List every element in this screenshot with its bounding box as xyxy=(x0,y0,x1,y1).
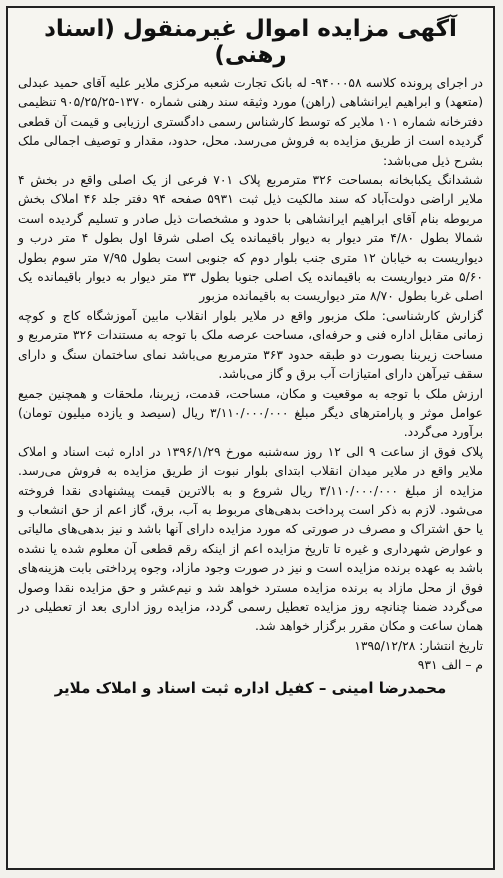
paragraph-property-description: ششدانگ یکبابخانه بمساحت ۳۲۶ مترمربع پلاک ۷۰۱ فرعی از یک اصلی واقع در بخش ۴ ملایر اراضی دولت‌آباد که سند مالکیت ذیل ثبت ۵۹۳۱ صفحه ۹۴ دفتر جلد ۴۶ املاک بخش مربوطه بنام آقای ابراهیم ایرانشاهی با حدود و مشخصات ذیل صادر و تسلیم گردیده است شمالا بطول ۴/۸۰ متر دیوار به دیوار باقیمانده یک اصلی شرقا اول بطول ۴ متر درب و دیواریست به خیابان ۱۲ متری جنب بلوار دوم که جنوبی است بطول ۷/۹۵ متر سوم بطول ۵/۶۰ متر دیواریست به باقیمانده یک اصلی جنوبا بطول ۳۳ متر دیوار به دیوار باقیمانده یک اصلی غربا بطول ۸/۷۰ متر دیواریست به باقیمانده مزبور xyxy=(18,173,483,304)
signature-line: محمدرضا امینی – کفیل اداره ثبت اسناد و املاک ملایر xyxy=(54,678,447,697)
publish-date: تاریخ انتشار: ۱۳۹۵/۱۲/۲۸ xyxy=(354,638,483,653)
paragraph-property-value: ارزش ملک با توجه به موقعیت و مکان، مساحت، قدمت، زیربنا، ملحقات و همچنین جمیع عوامل موثر و پارامترهای دیگر مبلغ ۳/۱۱۰/۰۰۰/۰۰۰ ریال (سیصد و یازده میلیون تومان) برآورد می‌گردد. xyxy=(18,386,483,440)
paragraph-expert-report: گزارش کارشناسی: ملک مزبور واقع در ملایر بلوار انقلاب مابین آموزشگاه کاج و کوچه زمانی مقابل اداره فنی و حرفه‌ای، مساحت عرصه ملک با توجه به مستندات ۳۲۶ مترمربع و مساحت زیربنا بصورت دو طبقه حدود ۳۶۳ مترمربع می‌باشد نمای ساختمان سنگ و دارای سقف تیرآهن دارای امتیازات آب برق و گاز می‌باشد. xyxy=(18,308,484,382)
notice-title: آگهی مزایده اموال غیرمنقول (اسناد رهنی) xyxy=(44,16,457,68)
reference-number: م – الف ۹۳۱ xyxy=(417,657,483,672)
paragraph-case-intro: در اجرای پرونده کلاسه ۹۴۰۰۰۵۸- له بانک تجارت شعبه مرکزی ملایر علیه آقای حمید عبدلی (متعهد) و ابراهیم ایرانشاهی (راهن) مورد وثیقه سند رهنی شماره ۱۳۷۰-۹۰۵/۲۵/۲۵ تنظیمی دفترخانه شماره ۱۰۱ ملایر که توسط کارشناس رسمی دادگستری ارزیابی و قیمت آن قطعی گردیده است از طریق مزایده به فروش می‌رسد. محل، حدود، مقدار و توصیف اجمالی ملک بشرح ذیل می‌باشد: xyxy=(18,76,484,168)
paragraph-auction-terms: پلاک فوق از ساعت ۹ الی ۱۲ روز سه‌شنبه مورخ ۱۳۹۶/۱/۲۹ در اداره ثبت اسناد و املاک ملایر واقع در ملایر میدان انقلاب ابتدای بلوار نبوت از طریق مزایده به فروش می‌رسد. مزایده از مبلغ ۳/۱۱۰/۰۰۰/۰۰۰ ریال شروع و به بالاترین قیمت پیشنهادی نقدا فروخته می‌شود. لازم به ذکر است پرداخت بدهی‌های مربوط به آب، برق، گاز اعم از حق انشعاب و یا حق اشتراک و مصرف در صورتی که مورد مزایده دارای آنها باشد و نیز بدهی‌های مالیاتی و عوارض شهرداری و غیره تا تاریخ مزایده اعم از اینکه رقم قطعی آن معلوم شده یا نشده باشد به عهده برنده مزایده است و نیز در صورت وجود مازاد، وجوه پرداختی بابت هزینه‌های فوق از محل مازاد به برنده مزایده مسترد خواهد شد و نیم‌عشر و حق مزایده نقدا وصول می‌گردد ضمنا چنانچه روز مزایده تعطیل رسمی گردد، مزایده روز اداری بعد از تعطیلی در همان ساعت و مکان مقرر برگزار خواهد شد. xyxy=(18,444,484,634)
notice-document xyxy=(6,6,495,870)
